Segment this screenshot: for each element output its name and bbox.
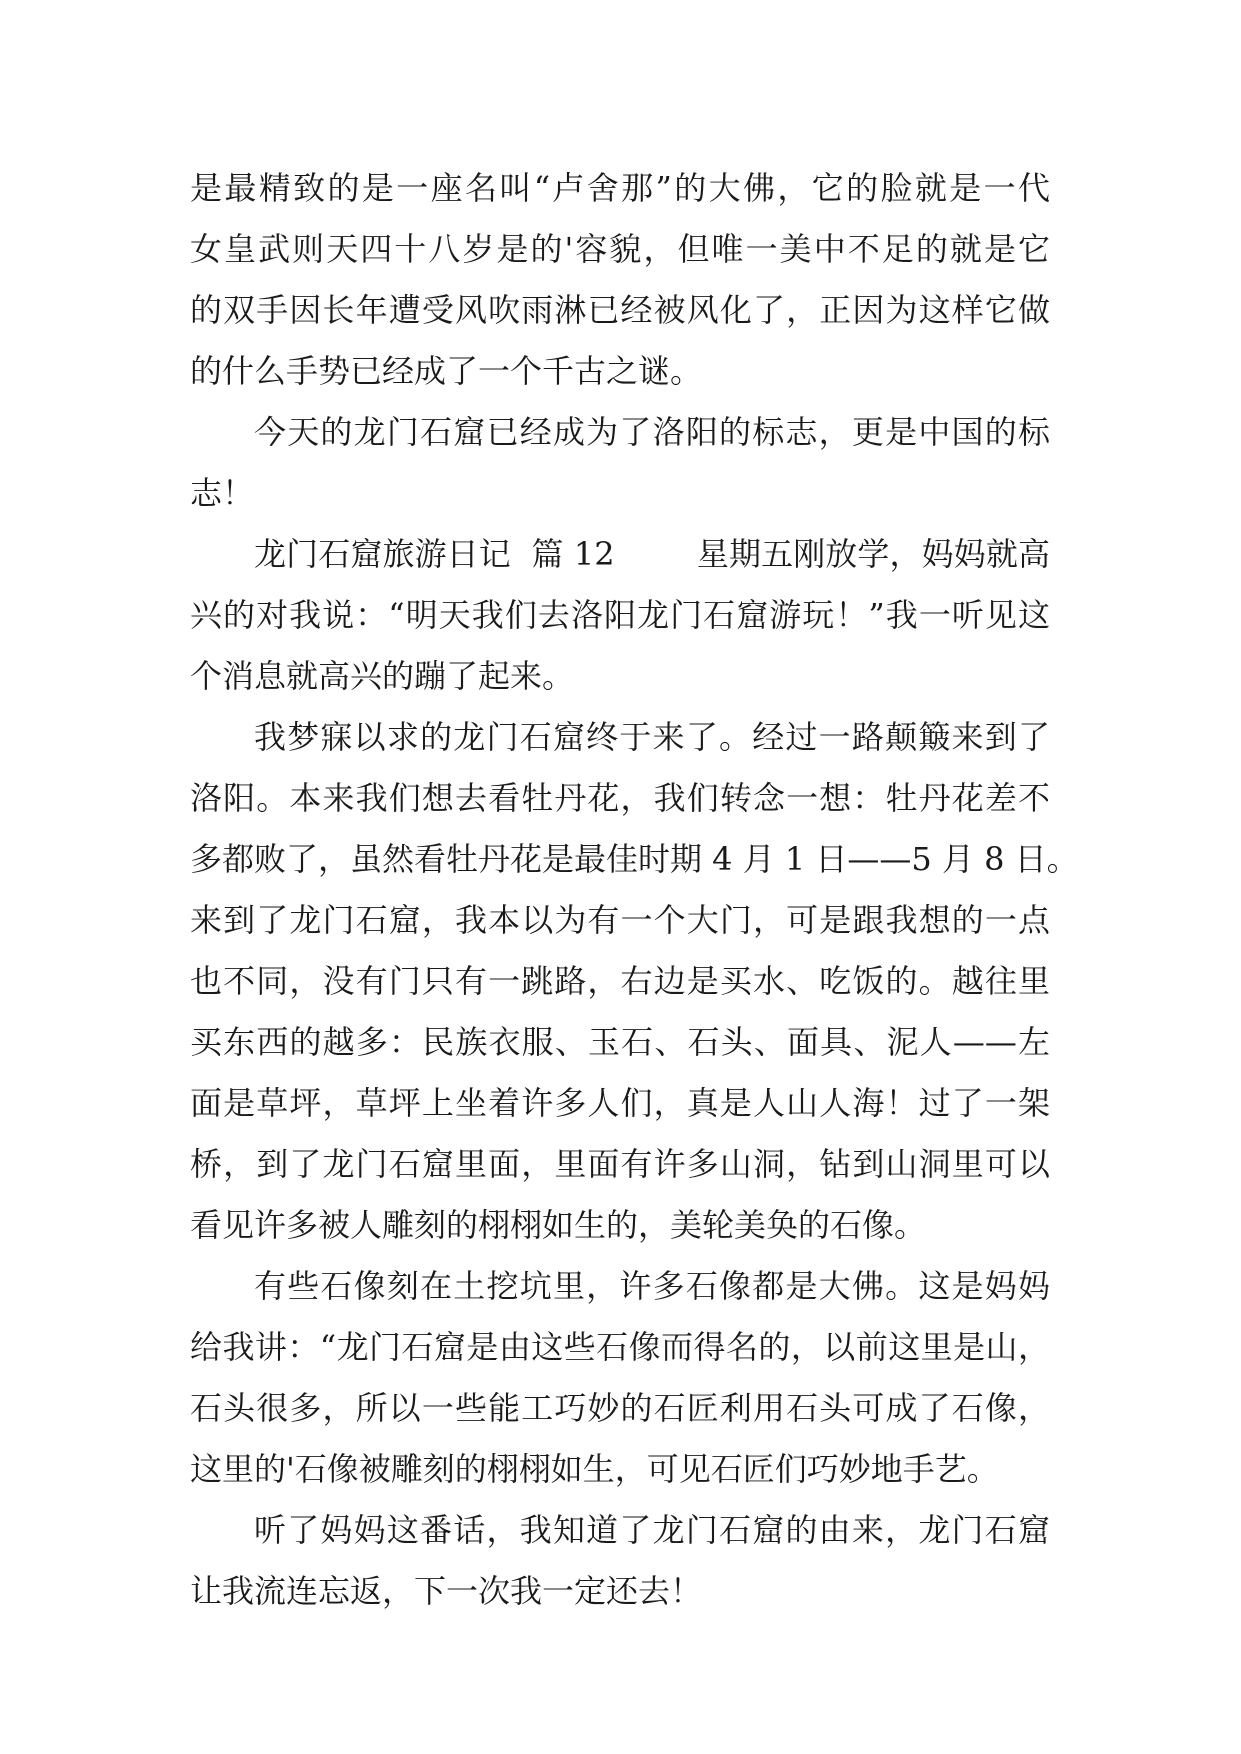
text-line: 我梦寐以求的龙门石窟终于来了。经过一路颠簸来到了 bbox=[254, 718, 1050, 756]
paragraph bbox=[190, 1500, 1050, 1622]
text-line: 有些石像刻在土挖坑里，许多石像都是大佛。这是妈妈 bbox=[254, 1267, 1050, 1305]
text-line: 女皇武则天四十八岁是的'容貌，但唯一美中不足的就是它 bbox=[190, 230, 1050, 268]
text-line: 面是草坪，草坪上坐着许多人们，真是人山人海！过了一架 bbox=[190, 1084, 1050, 1122]
text-line: 石头很多，所以一些能工巧妙的石匠利用石头可成了石像， bbox=[190, 1389, 1050, 1427]
text-line: 龙门石窟旅游日记 篇 12 星期五刚放学，妈妈就高 bbox=[254, 535, 1050, 573]
text-line: 这里的'石像被雕刻的栩栩如生，可见石匠们巧妙地手艺。 bbox=[190, 1450, 999, 1488]
text-line: 桥，到了龙门石窟里面，里面有许多山洞，钻到山洞里可以 bbox=[190, 1145, 1050, 1183]
text-line: 的什么手势已经成了一个千古之谜。 bbox=[190, 352, 703, 390]
paragraph bbox=[190, 524, 1050, 707]
paragraph bbox=[190, 707, 1079, 1256]
body-text bbox=[190, 158, 1079, 1622]
text-line: 给我讲：“龙门石窟是由这些石像而得名的，以前这里是山， bbox=[190, 1328, 1050, 1366]
text-line: 的双手因长年遭受风吹雨淋已经被风化了，正因为这样它做 bbox=[190, 291, 1050, 329]
paragraph bbox=[190, 158, 1050, 402]
text-line: 来到了龙门石窟，我本以为有一个大门，可是跟我想的一点 bbox=[190, 901, 1050, 939]
text-line: 也不同，没有门只有一跳路，右边是买水、吃饭的。越往里 bbox=[190, 962, 1050, 1000]
text-line: 兴的对我说：“明天我们去洛阳龙门石窟游玩！”我一听见这 bbox=[190, 596, 1050, 634]
paragraph bbox=[190, 402, 1050, 524]
paragraph bbox=[190, 1256, 1050, 1500]
text-line: 今天的龙门石窟已经成为了洛阳的标志，更是中国的标 bbox=[254, 413, 1050, 451]
text-line: 洛阳。本来我们想去看牡丹花，我们转念一想：牡丹花差不 bbox=[190, 779, 1050, 817]
text-line: 个消息就高兴的蹦了起来。 bbox=[190, 657, 575, 695]
text-line: 看见许多被人雕刻的栩栩如生的，美轮美奂的石像。 bbox=[190, 1206, 927, 1244]
text-line: 买东西的越多：民族衣服、玉石、石头、面具、泥人——左 bbox=[190, 1023, 1050, 1061]
text-line: 让我流连忘返，下一次我一定还去！ bbox=[190, 1572, 703, 1610]
text-line: 志！ bbox=[190, 474, 255, 512]
text-line: 多都败了，虽然看牡丹花是最佳时期 4 月 1 日——5 月 8 日。 bbox=[190, 840, 1079, 878]
text-line: 是最精致的是一座名叫“卢舍那”的大佛，它的脸就是一代 bbox=[190, 169, 1050, 207]
text-line: 听了妈妈这番话，我知道了龙门石窟的由来，龙门石窟 bbox=[254, 1511, 1050, 1549]
